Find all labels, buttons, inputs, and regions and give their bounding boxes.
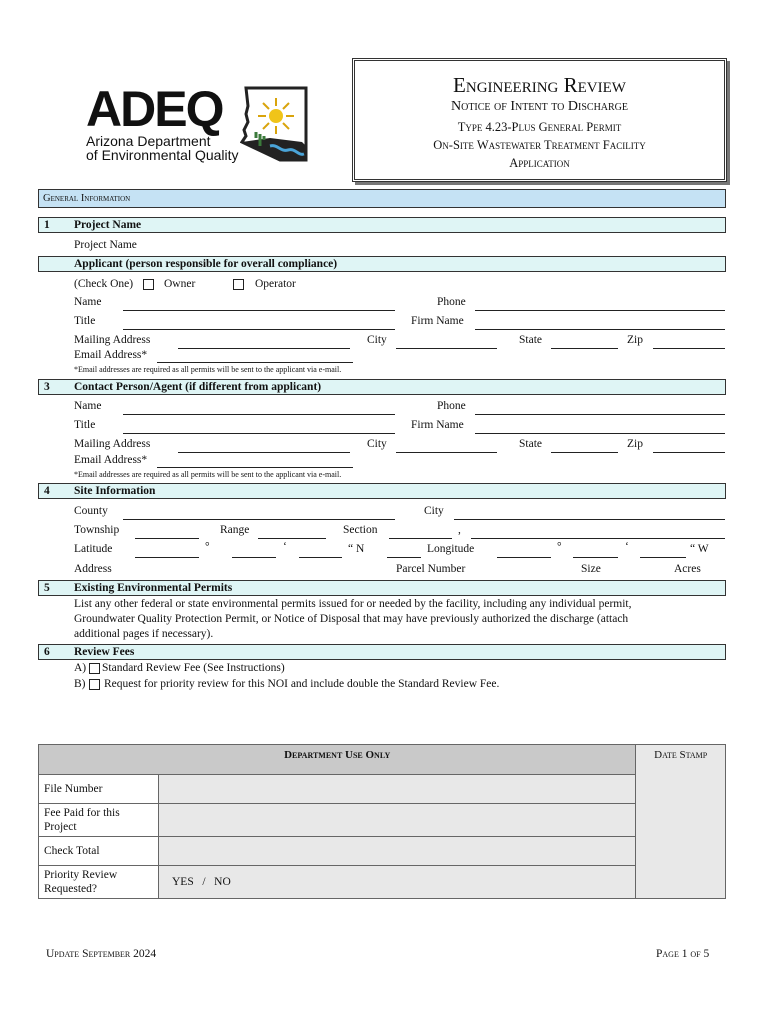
file-number-field[interactable] <box>159 775 636 804</box>
contact-city-label: City <box>367 438 387 450</box>
section-1-number: 1 <box>44 219 50 231</box>
section-label: Section <box>343 524 378 536</box>
applicant-email-label: Email Address* <box>74 349 148 361</box>
fee-b-prefix: B) <box>74 678 86 690</box>
applicant-name-field[interactable] <box>123 310 395 311</box>
section-5-label: Existing Environmental Permits <box>74 582 233 594</box>
applicant-email-note: *Email addresses are required as all permits will be sent to the applicant via e-mail. <box>74 365 342 374</box>
township-label: Township <box>74 524 120 536</box>
applicant-title-label: Title <box>74 315 96 327</box>
project-name-label: Project Name <box>74 239 137 251</box>
arizona-state-icon <box>240 86 308 162</box>
longitude-degrees-field[interactable] <box>497 557 551 558</box>
latitude-extra-field[interactable] <box>387 557 421 558</box>
applicant-email-field[interactable] <box>157 362 353 363</box>
contact-firm-field[interactable] <box>475 433 725 434</box>
contact-mailing-field[interactable] <box>178 452 350 453</box>
longitude-label: Longitude <box>427 543 475 555</box>
township-field[interactable] <box>135 538 199 539</box>
page-title: Engineering Review <box>453 73 626 97</box>
priority-yes-no: YES / NO <box>172 876 231 888</box>
logo-line-2: of Environmental Quality <box>86 147 239 163</box>
section-1-bar <box>38 217 726 233</box>
section-1-label: Project Name <box>74 219 142 231</box>
contact-name-field[interactable] <box>123 414 395 415</box>
footer-update-date: Update September 2024 <box>46 948 157 960</box>
applicant-title-field[interactable] <box>123 329 395 330</box>
fee-paid-label: Fee Paid for this Project <box>39 804 159 837</box>
applicant-mailing-field[interactable] <box>178 348 350 349</box>
subtitle-notice: Notice of Intent to Discharge <box>450 99 629 114</box>
fee-a-prefix: A) <box>74 662 87 674</box>
latitude-minute-symbol: ‘ <box>283 541 287 553</box>
section-6-label: Review Fees <box>74 646 135 658</box>
acres-label: Acres <box>674 563 701 575</box>
date-stamp-cell <box>636 745 726 899</box>
contact-title-label: Title <box>74 419 96 431</box>
section-comma: , <box>458 524 461 536</box>
subtitle-facility: On-Site Wastewater Treatment Facility <box>433 138 646 152</box>
site-city-label: City <box>424 505 444 517</box>
priority-requested-field[interactable] <box>159 866 636 899</box>
applicant-phone-label: Phone <box>437 296 466 308</box>
address-label: Address <box>74 563 112 575</box>
contact-email-label: Email Address* <box>74 454 148 466</box>
check-one-label: (Check One) <box>74 278 134 290</box>
applicant-state-label: State <box>519 334 542 346</box>
general-info-title: General Information <box>43 193 131 204</box>
contact-zip-label: Zip <box>627 438 643 450</box>
range-field[interactable] <box>258 538 326 539</box>
section-3-number: 3 <box>44 381 50 393</box>
department-use-table <box>38 744 726 899</box>
priority-review-label: Request for priority review for this NOI and include double the Standard Review Fee. <box>104 678 500 690</box>
applicant-firm-field[interactable] <box>475 329 725 330</box>
date-stamp-label: Date Stamp <box>654 749 708 761</box>
applicant-city-field[interactable] <box>396 348 497 349</box>
latitude-degree-symbol: ° <box>205 541 210 553</box>
contact-city-field[interactable] <box>396 452 497 453</box>
file-number-label: File Number <box>39 775 159 804</box>
latitude-degrees-field[interactable] <box>135 557 199 558</box>
section-5-number: 5 <box>44 582 50 594</box>
priority-requested-label: Priority Review Requested? <box>39 866 159 899</box>
owner-checkbox[interactable] <box>143 279 154 290</box>
contact-zip-field[interactable] <box>653 452 725 453</box>
applicant-name-label: Name <box>74 296 102 308</box>
permits-text-line-3: additional pages if necessary). <box>74 628 214 640</box>
logo-wordmark: ADEQ <box>86 81 223 137</box>
applicant-mailing-label: Mailing Address <box>74 334 151 346</box>
fee-paid-field[interactable] <box>159 804 636 837</box>
title-box <box>352 58 727 182</box>
applicant-zip-label: Zip <box>627 334 643 346</box>
county-label: County <box>74 505 108 517</box>
latitude-seconds-field[interactable] <box>299 557 342 558</box>
section-field[interactable] <box>389 538 452 539</box>
section-extra-field[interactable] <box>471 538 725 539</box>
applicant-phone-field[interactable] <box>475 310 725 311</box>
operator-checkbox[interactable] <box>233 279 244 290</box>
standard-fee-label: Standard Review Fee (See Instructions) <box>102 662 285 674</box>
latitude-minutes-field[interactable] <box>232 557 276 558</box>
applicant-firm-label: Firm Name <box>411 315 464 327</box>
contact-state-label: State <box>519 438 542 450</box>
longitude-seconds-w: “ W <box>690 543 709 555</box>
standard-fee-checkbox[interactable] <box>89 663 100 674</box>
subtitle-application: Application <box>509 156 570 170</box>
applicant-state-field[interactable] <box>551 348 618 349</box>
permits-text-line-1: List any other federal or state environmental permits issued for or needed by the facility, including any individual permit, <box>74 598 632 610</box>
check-total-label: Check Total <box>39 837 159 866</box>
contact-email-field[interactable] <box>157 467 353 468</box>
site-city-field[interactable] <box>454 519 725 520</box>
footer-page-number: Page 1 of 5 <box>656 948 710 960</box>
section-6-number: 6 <box>44 646 50 658</box>
adeq-logo <box>84 81 309 166</box>
section-3-label: Contact Person/Agent (if different from applicant) <box>74 381 322 393</box>
range-label: Range <box>220 524 250 536</box>
subtitle-permit-type: Type 4.23-Plus General Permit <box>457 120 622 134</box>
contact-phone-label: Phone <box>437 400 466 412</box>
longitude-minute-symbol: ‘ <box>625 541 629 553</box>
applicant-zip-field[interactable] <box>653 348 725 349</box>
contact-mailing-label: Mailing Address <box>74 438 151 450</box>
latitude-label: Latitude <box>74 543 113 555</box>
parcel-number-label: Parcel Number <box>396 563 466 575</box>
longitude-seconds-field[interactable] <box>640 557 686 558</box>
general-info-bar <box>38 189 726 208</box>
owner-label: Owner <box>164 278 196 290</box>
applicant-label: Applicant (person responsible for overall compliance) <box>74 258 338 270</box>
contact-state-field[interactable] <box>551 452 618 453</box>
contact-phone-field[interactable] <box>475 414 725 415</box>
section-6-bar <box>38 644 726 660</box>
applicant-city-label: City <box>367 334 387 346</box>
priority-review-checkbox[interactable] <box>89 679 100 690</box>
county-field[interactable] <box>123 519 395 520</box>
contact-firm-label: Firm Name <box>411 419 464 431</box>
logo-line-1: Arizona Department <box>86 133 211 149</box>
longitude-minutes-field[interactable] <box>573 557 618 558</box>
check-total-field[interactable] <box>159 837 636 866</box>
operator-label: Operator <box>255 278 296 290</box>
contact-email-note: *Email addresses are required as all permits will be sent to the applicant via e-mail. <box>74 470 342 479</box>
department-use-header <box>39 745 636 775</box>
project-name-field[interactable] <box>146 251 724 252</box>
department-use-title: Department Use Only <box>284 749 391 761</box>
longitude-degree-symbol: ° <box>557 541 562 553</box>
section-4-number: 4 <box>44 485 50 497</box>
contact-title-field[interactable] <box>123 433 395 434</box>
contact-name-label: Name <box>74 400 102 412</box>
permits-text-line-2: Groundwater Quality Protection Permit, or Notice of Disposal that may have previously authorized the discharge (attach <box>74 613 629 625</box>
latitude-seconds-n: “ N <box>348 543 365 555</box>
size-label: Size <box>581 563 601 575</box>
section-4-label: Site Information <box>74 485 156 497</box>
